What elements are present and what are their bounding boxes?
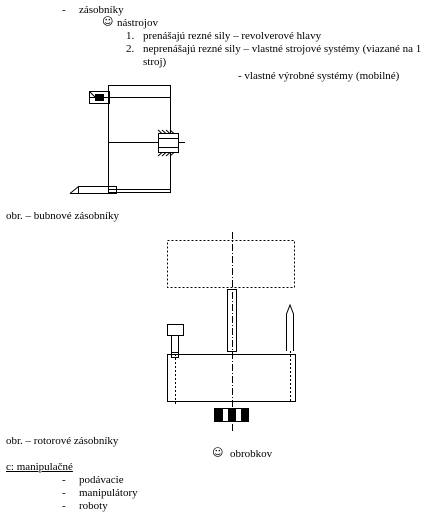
list-item-2: neprenášajú rezné sily – vlastné strojové systémy (viazané na 1 xyxy=(143,43,422,55)
bullet-dash: - xyxy=(62,487,66,499)
list-item-2-continuation: stroj) xyxy=(143,56,167,68)
list-item-podavacie: podávacie xyxy=(79,474,124,486)
caption-drum-magazines: obr. – bubnové zásobníky xyxy=(6,210,120,222)
list-item-1: prenášajú rezné sily – revolverové hlavy xyxy=(143,30,322,42)
list-number-2: 2. xyxy=(126,43,135,55)
list-item-roboty: roboty xyxy=(79,500,108,512)
smiley-icon: ☺ xyxy=(212,446,224,459)
subheading-obrobkov: obrobkov xyxy=(230,448,273,460)
caption-rotor-magazines: obr. – rotorové zásobníky xyxy=(6,435,119,447)
list-item-3: - vlastné výrobné systémy (mobilné) xyxy=(238,70,400,82)
bullet-dash: - xyxy=(62,474,66,486)
heading-manipulacne: c: manipulačné xyxy=(6,461,73,473)
bullet-dash: - xyxy=(62,500,66,512)
list-number-1: 1. xyxy=(126,30,135,42)
bullet-dash: - xyxy=(62,4,66,16)
smiley-icon: ☺ xyxy=(102,15,114,28)
subheading-nastrojov: nástrojov xyxy=(117,17,158,29)
heading-zasobniky: zásobníky xyxy=(79,4,124,16)
list-item-manipulatory: manipulátory xyxy=(79,487,138,499)
